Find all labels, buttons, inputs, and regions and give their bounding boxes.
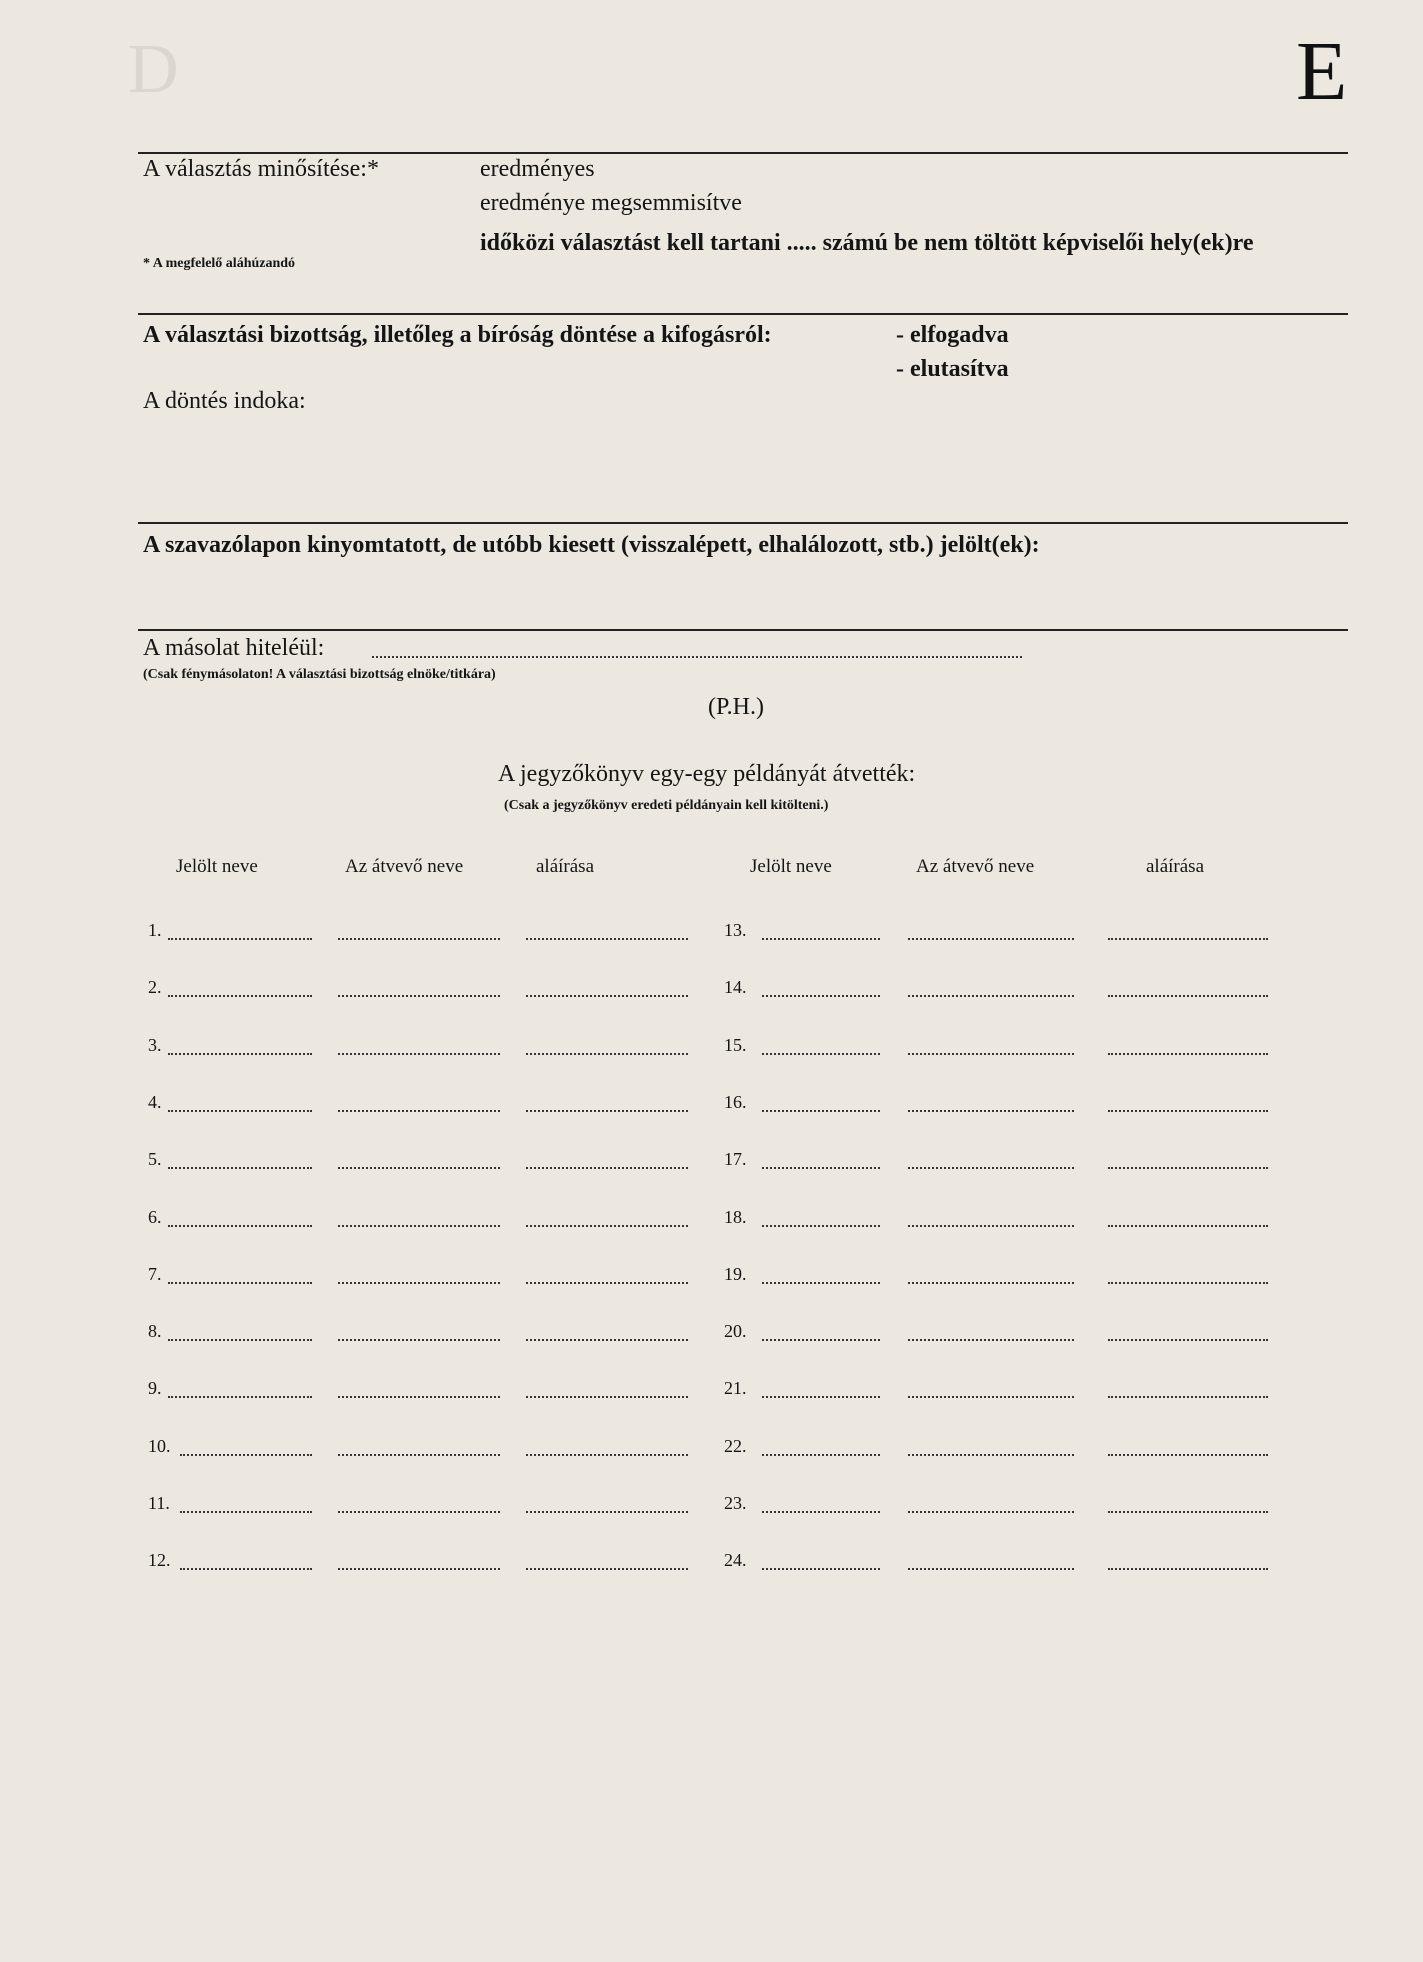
page-letter: E (1296, 25, 1348, 118)
row-number: 7. (148, 1264, 162, 1284)
recipient-name-line (908, 1454, 1074, 1456)
candidate-name-line (762, 1511, 880, 1513)
recipient-name-line (908, 1282, 1074, 1284)
row-number: 22. (724, 1436, 747, 1456)
row-number: 13. (724, 920, 747, 940)
divider (138, 629, 1348, 631)
row-number: 14. (724, 977, 747, 997)
recipient-name-line (908, 1396, 1074, 1398)
signature-line (526, 1511, 688, 1513)
row-number: 5. (148, 1149, 162, 1169)
receipt-title: A jegyzőkönyv egy-egy példányát átvették: (498, 761, 916, 787)
signature-line (526, 1454, 688, 1456)
recipient-name-line (338, 1053, 500, 1055)
recipient-name-line (338, 1454, 500, 1456)
footnote: * A megfelelő aláhúzandó (143, 256, 296, 271)
election-qualification-label: A választás minősítése:* (143, 156, 379, 182)
withdrawn-candidates-label: A szavazólapon kinyomtatott, de utóbb kiesett (visszalépett, elhalálozott, stb.) jelölt(ek): (143, 532, 1040, 558)
row-number: 24. (724, 1550, 747, 1570)
recipient-name-line (338, 1282, 500, 1284)
certified-copy-note: (Csak fénymásolaton! A választási bizottság elnöke/titkára) (143, 667, 496, 682)
signature-line (526, 1568, 688, 1570)
signature-line (1108, 1454, 1268, 1456)
candidate-name-line (762, 1167, 880, 1169)
option-successful: eredményes (480, 156, 595, 182)
column-header-recipient-name: Az átvevő neve (916, 856, 1035, 877)
candidate-name-line (168, 1282, 312, 1284)
signature-line (526, 1339, 688, 1341)
recipient-name-line (908, 1511, 1074, 1513)
signature-line (1108, 1511, 1268, 1513)
recipient-name-line (908, 938, 1074, 940)
signature-line (1108, 1282, 1268, 1284)
recipient-name-line (338, 995, 500, 997)
row-number: 23. (724, 1493, 747, 1513)
objection-decision-label: A választási bizottság, illetőleg a bíróság döntése a kifogásról: (143, 322, 772, 348)
row-number: 18. (724, 1207, 747, 1227)
candidate-name-line (180, 1454, 312, 1456)
row-number: 10. (148, 1436, 171, 1456)
recipient-name-line (908, 1110, 1074, 1112)
candidate-name-line (762, 1339, 880, 1341)
candidate-name-line (168, 1396, 312, 1398)
signature-line (1108, 1225, 1268, 1227)
signature-line (1108, 1568, 1268, 1570)
faded-page-letter: D (128, 31, 179, 108)
recipient-name-line (908, 1339, 1074, 1341)
row-number: 4. (148, 1092, 162, 1112)
receipt-subtitle: (Csak a jegyzőkönyv eredeti példányain kell kitölteni.) (504, 798, 829, 813)
recipient-name-line (908, 995, 1074, 997)
candidate-name-line (168, 1167, 312, 1169)
divider (138, 152, 1348, 154)
signature-line (526, 1053, 688, 1055)
signature-line (1108, 1053, 1268, 1055)
row-number: 16. (724, 1092, 747, 1112)
decision-reason-label: A döntés indoka: (143, 388, 306, 414)
signature-line (1108, 1339, 1268, 1341)
divider (138, 313, 1348, 315)
recipient-name-line (338, 1110, 500, 1112)
candidate-name-line (168, 938, 312, 940)
signature-line (1108, 995, 1268, 997)
candidate-name-line (168, 1339, 312, 1341)
candidate-name-line (762, 1282, 880, 1284)
recipient-name-line (338, 938, 500, 940)
candidate-name-line (762, 1110, 880, 1112)
column-header-candidate-name: Jelölt neve (176, 856, 258, 877)
recipient-name-line (338, 1396, 500, 1398)
row-number: 11. (148, 1493, 170, 1513)
stamp-placeholder: (P.H.) (708, 694, 765, 720)
candidate-name-line (168, 1110, 312, 1112)
recipient-name-line (908, 1053, 1074, 1055)
signature-line (1108, 1167, 1268, 1169)
candidate-name-line (762, 1396, 880, 1398)
divider (138, 522, 1348, 524)
row-number: 17. (724, 1149, 747, 1169)
row-number: 9. (148, 1378, 162, 1398)
recipient-name-line (908, 1225, 1074, 1227)
certified-copy-signature-line (372, 656, 1022, 658)
signature-line (1108, 1396, 1268, 1398)
candidate-name-line (762, 938, 880, 940)
row-number: 2. (148, 977, 162, 997)
option-rejected: - elutasítva (896, 356, 1009, 382)
signature-line (526, 995, 688, 997)
candidate-name-line (180, 1568, 312, 1570)
option-annulled: eredménye megsemmisítve (480, 190, 742, 216)
recipient-name-line (908, 1167, 1074, 1169)
row-number: 15. (724, 1035, 747, 1055)
signature-line (526, 1167, 688, 1169)
recipient-name-line (338, 1511, 500, 1513)
signature-line (526, 1282, 688, 1284)
column-header-signature: aláírása (1146, 856, 1205, 877)
signature-line (526, 938, 688, 940)
signature-line (526, 1396, 688, 1398)
recipient-name-line (338, 1568, 500, 1570)
candidate-name-line (762, 995, 880, 997)
row-number: 1. (148, 920, 162, 940)
row-number: 12. (148, 1550, 171, 1570)
signature-line (1108, 1110, 1268, 1112)
column-header-recipient-name: Az átvevő neve (345, 856, 464, 877)
candidate-name-line (168, 1225, 312, 1227)
option-accepted: - elfogadva (896, 322, 1009, 348)
signature-line (526, 1110, 688, 1112)
row-number: 19. (724, 1264, 747, 1284)
candidate-name-line (180, 1511, 312, 1513)
recipient-name-line (338, 1225, 500, 1227)
candidate-name-line (762, 1568, 880, 1570)
row-number: 6. (148, 1207, 162, 1227)
signature-line (526, 1225, 688, 1227)
certified-copy-label: A másolat hiteléül: (143, 635, 325, 661)
signature-line (1108, 938, 1268, 940)
candidate-name-line (168, 1053, 312, 1055)
row-number: 8. (148, 1321, 162, 1341)
recipient-name-line (338, 1339, 500, 1341)
column-header-candidate-name: Jelölt neve (750, 856, 832, 877)
recipient-name-line (338, 1167, 500, 1169)
candidate-name-line (762, 1053, 880, 1055)
option-by-election: időközi választást kell tartani ..... számú be nem töltött képviselői hely(ek)re (480, 230, 1254, 256)
row-number: 3. (148, 1035, 162, 1055)
candidate-name-line (762, 1454, 880, 1456)
column-header-signature: aláírása (536, 856, 595, 877)
candidate-name-line (762, 1225, 880, 1227)
candidate-name-line (168, 995, 312, 997)
recipient-name-line (908, 1568, 1074, 1570)
row-number: 20. (724, 1321, 747, 1341)
row-number: 21. (724, 1378, 747, 1398)
